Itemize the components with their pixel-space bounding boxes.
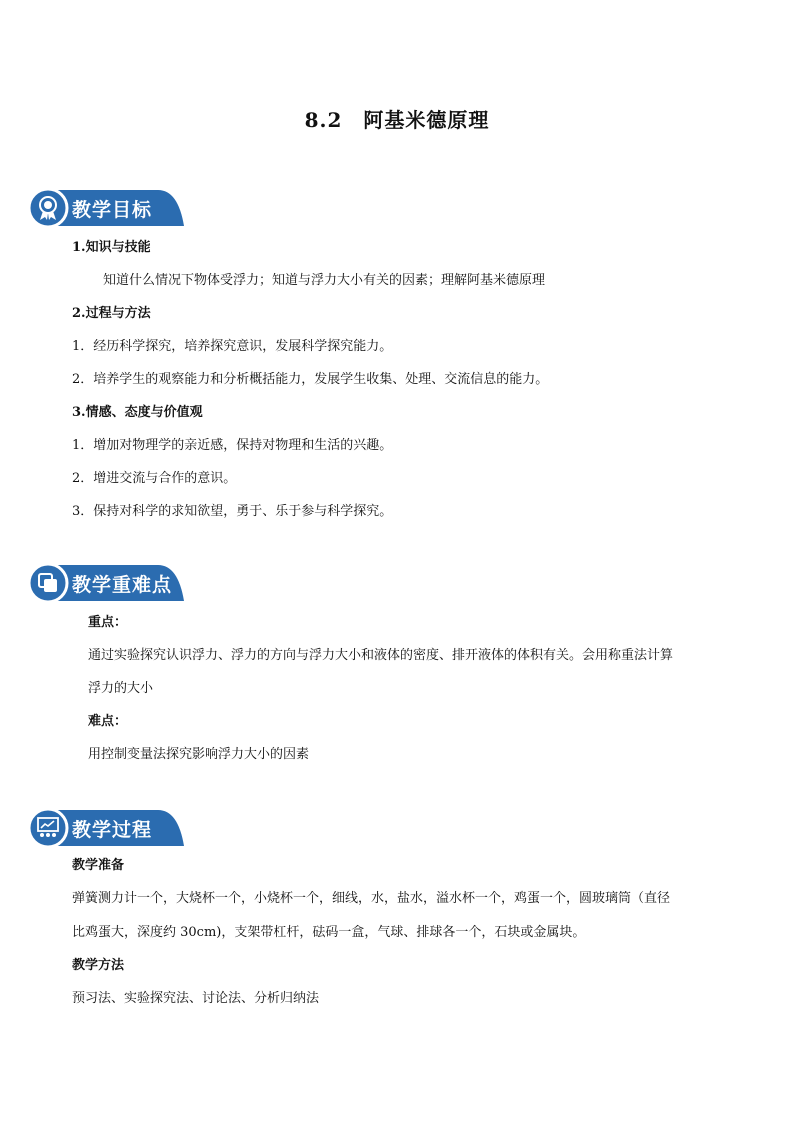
key-point-label: 重点： bbox=[88, 615, 128, 630]
subheading-process: 2.过程与方法 bbox=[72, 306, 151, 321]
paragraph: 通过实验探究认识浮力、浮力的方向与浮力大小和液体的密度、排开液体的体积有关。会用称重法计算 bbox=[88, 648, 674, 663]
presentation-board-icon bbox=[35, 815, 61, 841]
paragraph: 用控制变量法探究影响浮力大小的因素 bbox=[88, 747, 310, 762]
subheading-preparation: 教学准备 bbox=[72, 858, 125, 873]
paragraph: 预习法、实验探究法、讨论法、分析归纳法 bbox=[72, 991, 320, 1006]
page-title: 8.2 阿基米德原理 bbox=[304, 108, 490, 132]
list-item: 1．经历科学探究，培养探究意识，发展科学探究能力。 bbox=[72, 339, 393, 354]
paragraph: 知道什么情况下物体受浮力；知道与浮力大小有关的因素；理解阿基米德原理 bbox=[103, 273, 546, 288]
paragraph: 弹簧测力计一个，大烧杯一个，小烧杯一个，细线，水，盐水，溢水杯一个，鸡蛋一个，圆玻璃筒（直径 bbox=[72, 891, 671, 906]
section-banner-process bbox=[28, 806, 183, 850]
list-item: 3．保持对科学的求知欲望，勇于、乐于参与科学探究。 bbox=[72, 504, 393, 519]
section-banner-goals bbox=[28, 186, 183, 230]
paragraph: 比鸡蛋大，深度约 30cm)，支架带杠杆，砝码一盒，气球、排球各一个，石块或金属块。 bbox=[72, 925, 586, 940]
section-banner-keypoints bbox=[28, 561, 183, 605]
award-ribbon-icon bbox=[36, 195, 60, 221]
subheading-method: 教学方法 bbox=[72, 958, 125, 973]
banner-label: 教学过程 bbox=[72, 819, 153, 841]
paragraph: 浮力的大小 bbox=[88, 681, 154, 696]
list-item: 2．增进交流与合作的意识。 bbox=[72, 471, 237, 486]
subheading-knowledge: 1.知识与技能 bbox=[72, 240, 151, 255]
banner-label: 教学目标 bbox=[72, 199, 153, 221]
stacked-documents-icon bbox=[36, 571, 60, 595]
list-item: 2．培养学生的观察能力和分析概括能力，发展学生收集、处理、交流信息的能力。 bbox=[72, 372, 549, 387]
subheading-attitude: 3.情感、态度与价值观 bbox=[72, 405, 203, 420]
difficulty-label: 难点： bbox=[88, 714, 128, 729]
list-item: 1．增加对物理学的亲近感，保持对物理和生活的兴趣。 bbox=[72, 438, 393, 453]
banner-label: 教学重难点 bbox=[72, 574, 173, 596]
